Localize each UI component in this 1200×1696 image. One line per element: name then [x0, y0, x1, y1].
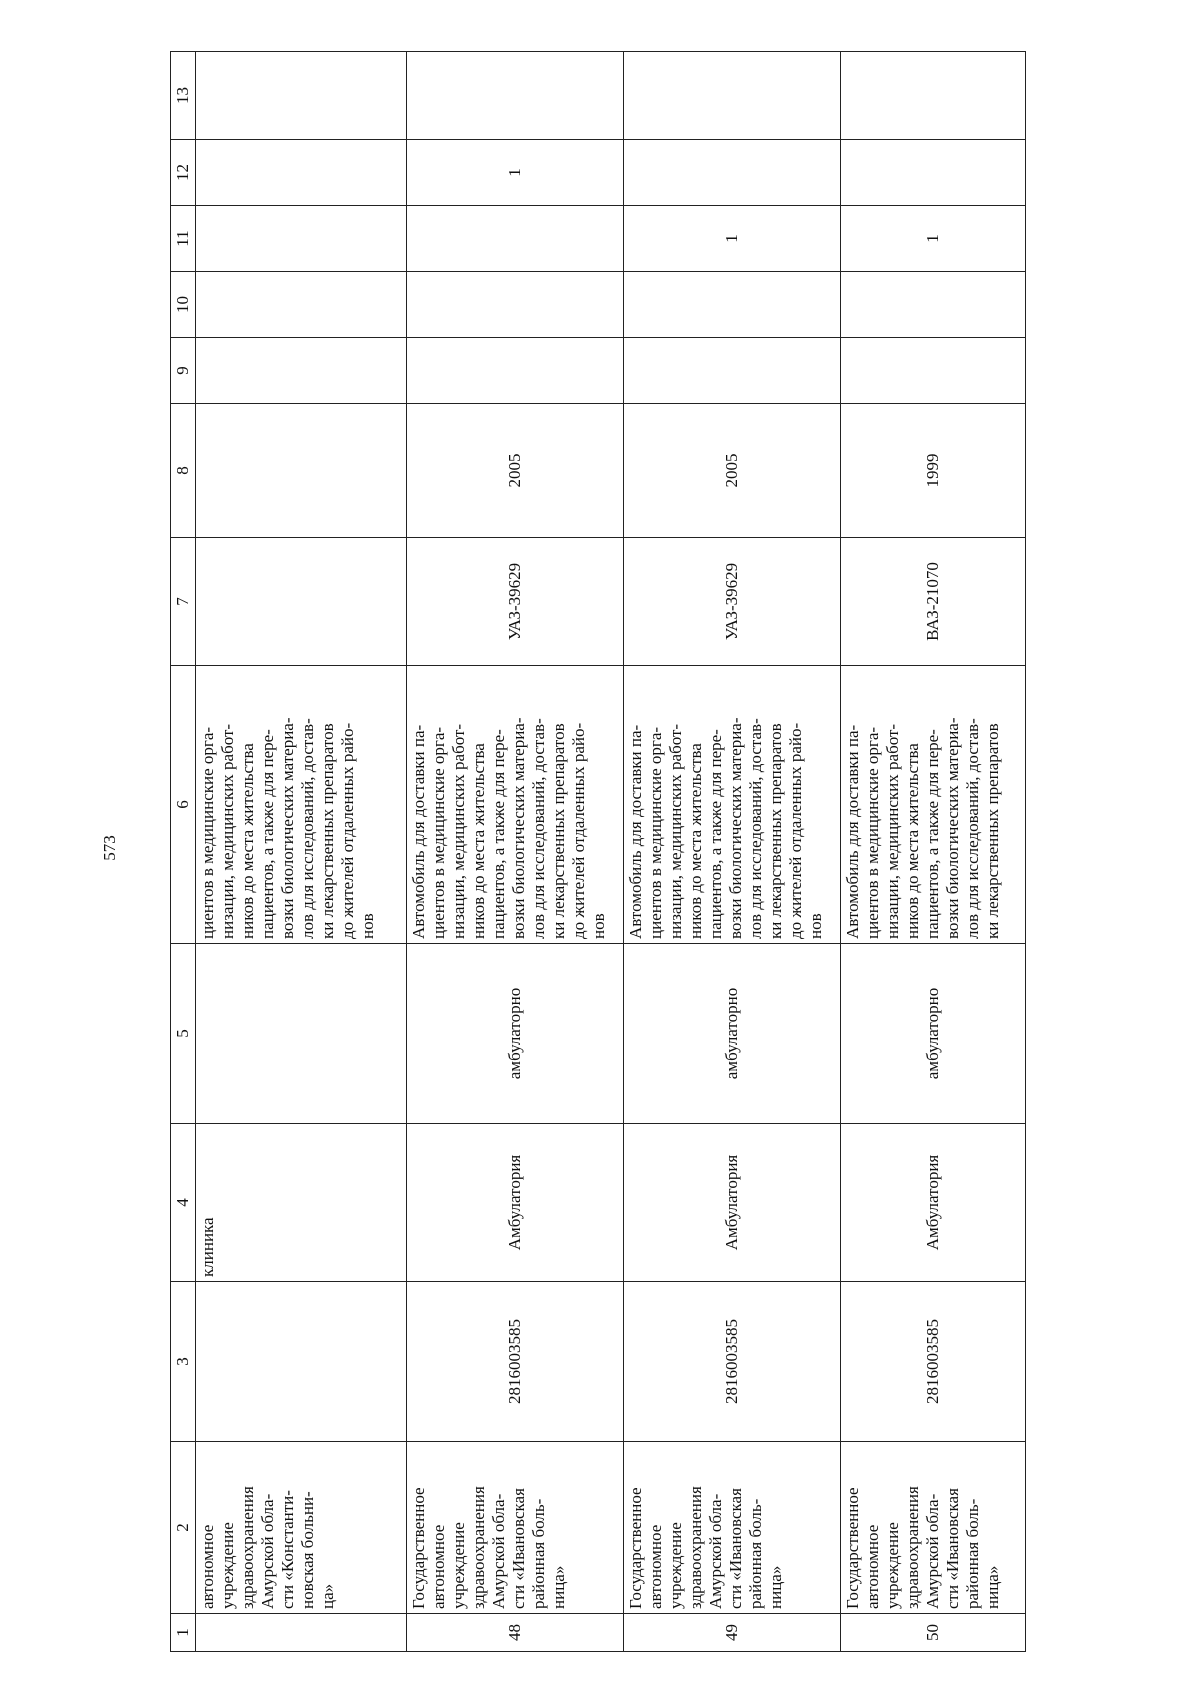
column-12-value: 1: [407, 140, 624, 206]
column-9-value: [196, 338, 407, 404]
facility-type: Амбулатория: [624, 1124, 841, 1282]
inn: 2816003585: [407, 1282, 624, 1442]
column-11-value: [196, 206, 407, 272]
column-number: 3: [171, 1282, 196, 1442]
column-9-value: [407, 338, 624, 404]
care-conditions: [196, 944, 407, 1124]
facility-type: клиника: [196, 1124, 407, 1282]
table-row: [841, 52, 1026, 1652]
care-conditions: амбулаторно: [407, 944, 624, 1124]
row-number: 50: [841, 1614, 1026, 1652]
vehicle-purpose: Автомобиль для доставки па- циентов в медицинские орга- низации, медицинских работ- ников до места жительства пациентов, а также для пере- возки биологических материа- лов для исследований, достав- ки лекарственных препаратов до жителей отдаленных райо- нов: [407, 666, 624, 944]
column-number: 11: [171, 206, 196, 272]
column-11-value: 1: [624, 206, 841, 272]
column-number: 4: [171, 1124, 196, 1282]
vehicle-purpose: циентов в медицинские орга- низации, медицинских работ- ников до места жительства пациентов, а также для пере- возки биологических материа- лов для исследований, достав- ки лекарственных препаратов до жителей отдаленных райо- нов: [196, 666, 407, 944]
column-12-value: [196, 140, 407, 206]
column-number: 6: [171, 666, 196, 944]
table-row: [196, 52, 407, 1652]
inn: [196, 1282, 407, 1442]
row-number: 48: [407, 1614, 624, 1652]
vehicle-model: УАЗ-39629: [624, 538, 841, 666]
column-12-value: [624, 140, 841, 206]
vehicle-purpose: Автомобиль для доставки па- циентов в медицинские орга- низации, медицинских работ- ников до места жительства пациентов, а также для пере- возки биологических материа- лов для исследований, достав- ки лекарственных препаратов: [841, 666, 1026, 944]
column-10-value: [841, 272, 1026, 338]
column-9-value: [624, 338, 841, 404]
column-number: 9: [171, 338, 196, 404]
organization-name: Государственное автономное учреждение здравоохранения Амурской обла- сти «Ивановская районная боль- ница»: [841, 1442, 1026, 1614]
vehicle-model: ВАЗ-21070: [841, 538, 1026, 666]
vehicle-model: УАЗ-39629: [407, 538, 624, 666]
care-conditions: амбулаторно: [841, 944, 1026, 1124]
column-number: 12: [171, 140, 196, 206]
column-13-value: [407, 52, 624, 140]
vehicles-table: [170, 51, 1026, 1652]
vehicle-year: [196, 404, 407, 538]
column-13-value: [196, 52, 407, 140]
care-conditions: амбулаторно: [624, 944, 841, 1124]
vehicle-purpose: Автомобиль для доставки па- циентов в медицинские орга- низации, медицинских работ- ников до места жительства пациентов, а также для пере- возки биологических материа- лов для исследований, достав- ки лекарственных препаратов до жителей отдаленных райо- нов: [624, 666, 841, 944]
column-number: 2: [171, 1442, 196, 1614]
column-number-row: [171, 52, 196, 1652]
vehicle-year: 1999: [841, 404, 1026, 538]
facility-type: Амбулатория: [841, 1124, 1026, 1282]
facility-type: Амбулатория: [407, 1124, 624, 1282]
page-number: 573: [100, 835, 119, 861]
vehicle-model: [196, 538, 407, 666]
column-10-value: [407, 272, 624, 338]
column-12-value: [841, 140, 1026, 206]
column-11-value: 1: [841, 206, 1026, 272]
inn: 2816003585: [841, 1282, 1026, 1442]
column-number: 8: [171, 404, 196, 538]
organization-name: Государственное автономное учреждение здравоохранения Амурской обла- сти «Ивановская районная боль- ница»: [407, 1442, 624, 1614]
organization-name: автономное учреждение здравоохранения Амурской обла- сти «Константи- новская больни- ца»: [196, 1442, 407, 1614]
column-number: 7: [171, 538, 196, 666]
vehicle-year: 2005: [407, 404, 624, 538]
column-number: 13: [171, 52, 196, 140]
row-number: 49: [624, 1614, 841, 1652]
column-number: 1: [171, 1614, 196, 1652]
row-number: [196, 1614, 407, 1652]
column-number: 5: [171, 944, 196, 1124]
table-row: [407, 52, 624, 1652]
column-9-value: [841, 338, 1026, 404]
vehicle-year: 2005: [624, 404, 841, 538]
column-11-value: [407, 206, 624, 272]
column-13-value: [841, 52, 1026, 140]
table-row: [624, 52, 841, 1652]
inn: 2816003585: [624, 1282, 841, 1442]
organization-name: Государственное автономное учреждение здравоохранения Амурской обла- сти «Ивановская районная боль- ница»: [624, 1442, 841, 1614]
column-13-value: [624, 52, 841, 140]
column-number: 10: [171, 272, 196, 338]
column-10-value: [196, 272, 407, 338]
rotated-table-sheet: [170, 52, 1060, 1652]
column-10-value: [624, 272, 841, 338]
